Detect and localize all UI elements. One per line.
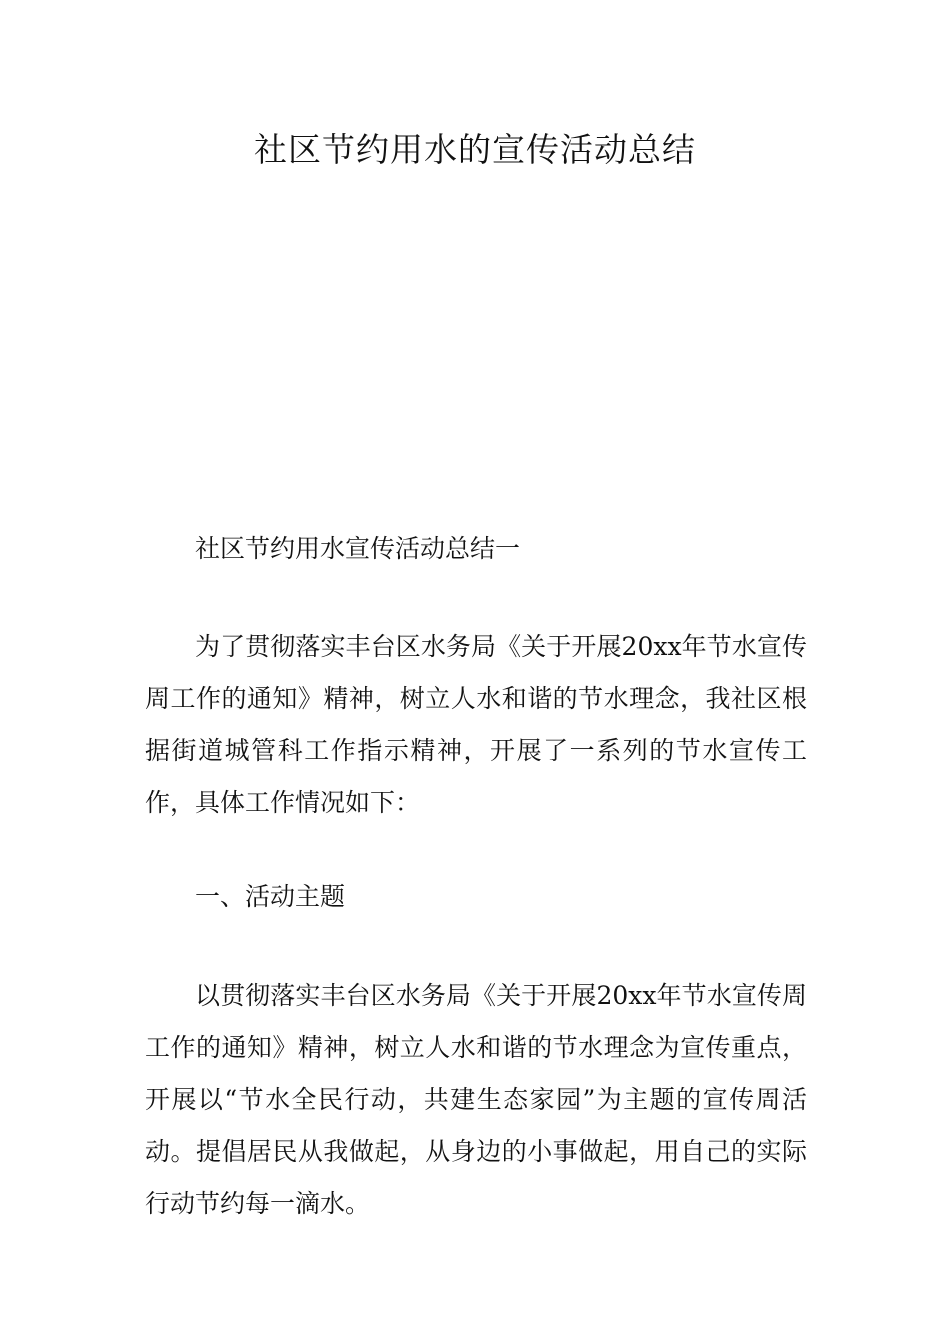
activity-theme-paragraph: 以贯彻落实丰台区水务局《关于开展20xx年节水宣传周工作的通知》精神，树立人水和谐的节水理念为宣传重点，开展以“节水全民行动，共建生态家园”为主题的宣传周活动。提倡居民从我做起，从身边的小事做起，用自己的实际行动节约每一滴水。 bbox=[145, 981, 807, 1218]
section-heading: 社区节约用水宣传活动总结一 bbox=[195, 534, 521, 563]
activity-theme-heading: 一、活动主题 bbox=[195, 882, 346, 911]
document-title: 社区节约用水的宣传活动总结 bbox=[254, 130, 696, 169]
intro-paragraph: 为了贯彻落实丰台区水务局《关于开展20xx年节水宣传周工作的通知》精神，树立人水和谐的节水理念，我社区根据街道城管科工作指示精神，开展了一系列的节水宣传工作，具体工作情况如下： bbox=[145, 632, 807, 817]
